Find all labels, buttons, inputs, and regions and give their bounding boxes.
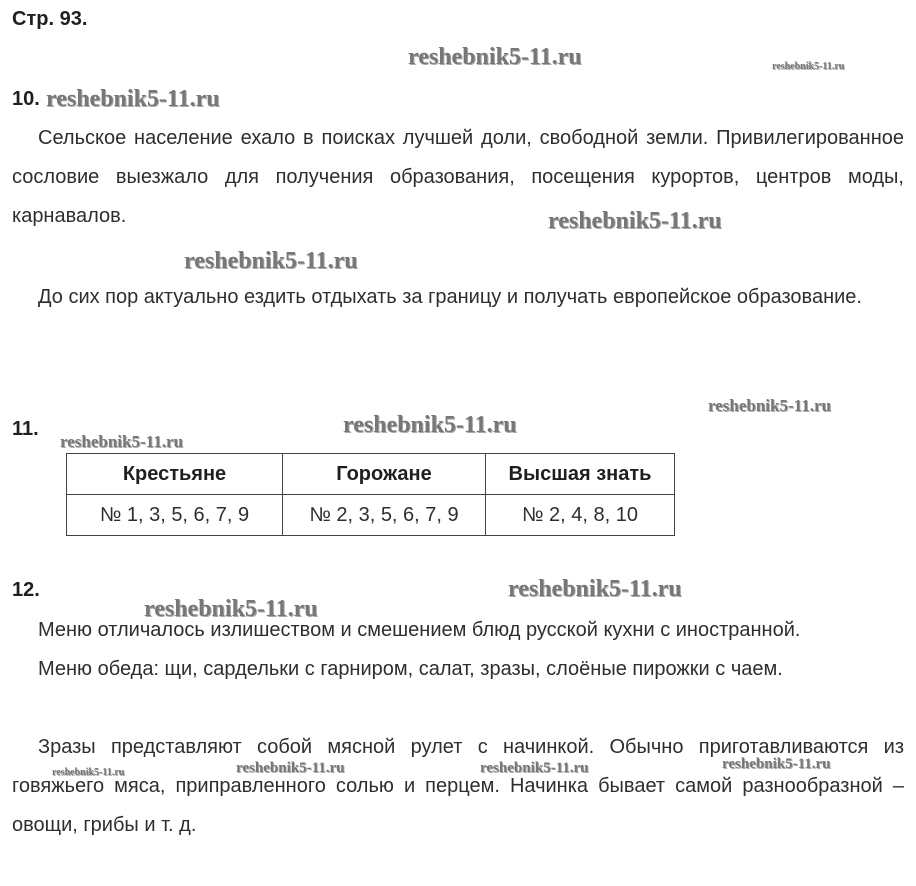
watermark: reshebnik5-11.ru (548, 208, 722, 234)
task-10-paragraph-1: Сельское население ехало в поисках лучшей доли, свободной земли. Привилегированное сословие выезжало для получения образования, посещения курортов, центров моды, карнавалов. (12, 127, 904, 227)
watermark: reshebnik5-11.ru (52, 767, 125, 778)
table-cell: № 2, 4, 8, 10 (486, 495, 675, 536)
watermark: reshebnik5-11.ru (508, 576, 682, 602)
table-cell: № 2, 3, 5, 6, 7, 9 (283, 495, 486, 536)
task-12-number: 12. (12, 579, 40, 601)
table-header-cell: Крестьяне (67, 454, 283, 495)
table-row (67, 495, 675, 536)
table-cell: № 1, 3, 5, 6, 7, 9 (67, 495, 283, 536)
task-12-line-1: Меню отличалось излишеством и смешением блюд русской кухни с иностранной. (38, 619, 801, 641)
table-header-cell: Высшая знать (486, 454, 675, 495)
watermark: reshebnik5-11.ru (772, 61, 845, 72)
watermark: reshebnik5-11.ru (184, 248, 358, 274)
table-header-cell: Горожане (283, 454, 486, 495)
task-12-line-2: Меню обеда: щи, сардельки с гарниром, салат, зразы, слоёные пирожки с чаем. (38, 658, 783, 680)
groups-table (66, 453, 675, 536)
watermark: reshebnik5-11.ru (236, 760, 345, 776)
watermark: reshebnik5-11.ru (408, 44, 582, 70)
watermark: reshebnik5-11.ru (722, 756, 831, 772)
page-label: Стр. 93. (12, 8, 88, 30)
task-11-number: 11. (12, 418, 39, 440)
watermark: reshebnik5-11.ru (60, 432, 183, 451)
watermark: reshebnik5-11.ru (480, 760, 589, 776)
task-10-paragraph-2: До сих пор актуально ездить отдыхать за границу и получать европейское образование. (38, 286, 862, 308)
table-header-row (67, 454, 675, 495)
watermark: reshebnik5-11.ru (708, 396, 831, 415)
watermark: reshebnik5-11.ru (144, 596, 318, 622)
watermark: reshebnik5-11.ru (343, 412, 517, 438)
watermark: reshebnik5-11.ru (46, 86, 220, 112)
task-10-number: 10. (12, 88, 40, 110)
task-12-paragraph: Зразы представляют собой мясной рулет с начинкой. Обычно приготавливаются из говяжьего мяса, приправленного солью и перцем. Начинка бывает самой разнообразной – овощи, грибы и т. д. (12, 736, 904, 836)
